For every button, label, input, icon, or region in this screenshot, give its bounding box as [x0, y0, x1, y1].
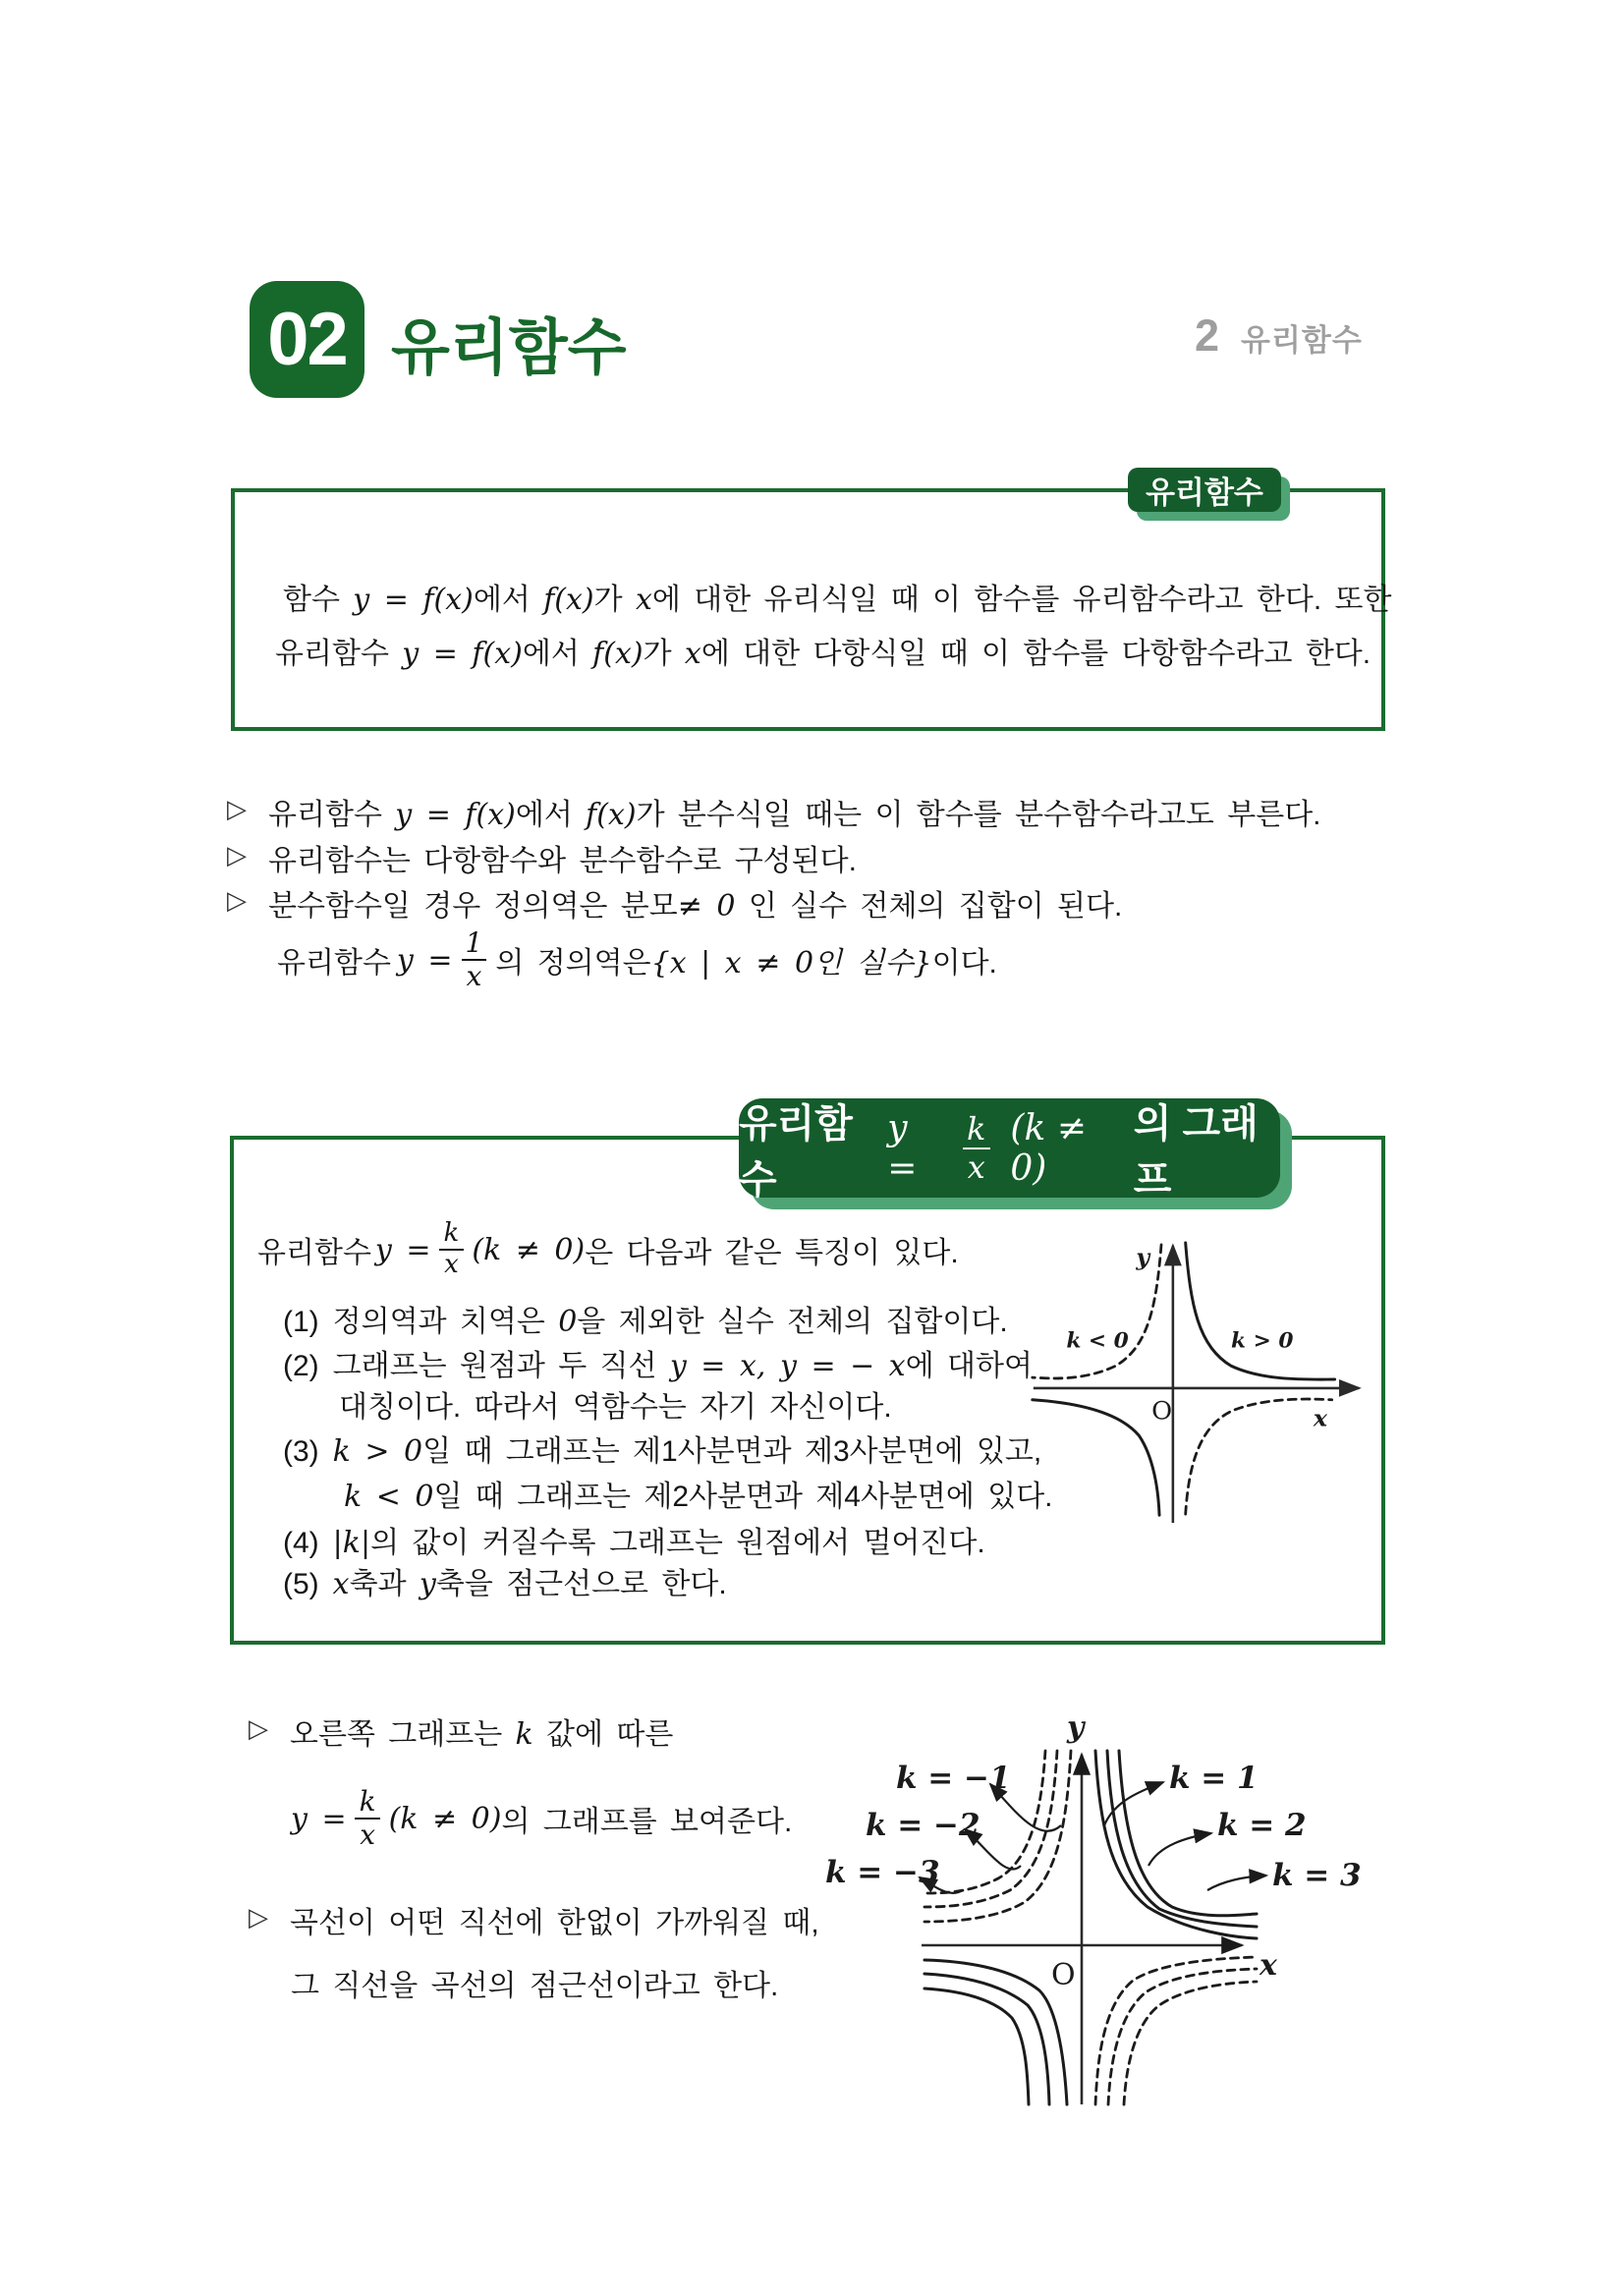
property-item-5: (5) x축과 y축을 점근선으로 한다.: [283, 1567, 727, 1601]
y-axis-label: y: [1067, 1710, 1085, 1745]
note-fractional-function: ▷ 유리함수 y = f(x)에서 f(x)가 분수식일 때는 이 함수를 분수함수라고도 부른다.: [227, 790, 1321, 833]
note-composition: ▷ 유리함수는 다항함수와 분수함수로 구성된다.: [227, 836, 857, 879]
note-asymptote-cont: 그 직선을 곡선의 점근선이라고 한다.: [291, 1970, 779, 2002]
k3-label: k = 3: [1272, 1858, 1362, 1893]
triangle-bullet-icon: ▷: [227, 794, 247, 823]
origin-label: O: [1151, 1396, 1173, 1427]
property-item-2: (2) 그래프는 원점과 두 직선 y = x, y = − x에 대하여: [283, 1349, 1033, 1383]
triangle-bullet-icon: ▷: [249, 1902, 268, 1932]
curve-k-negative-q4: [1186, 1399, 1332, 1514]
graph-properties-box-tab: 유리함수 y = $\frac{k}{x}$ (k ≠ 0) 의 그래프: [739, 1098, 1280, 1198]
property-item-4: (4) |k|의 값이 커질수록 그래프는 원점에서 멀어진다.: [283, 1526, 985, 1560]
note-right-graph-formula: y = $\frac{k}{x}$ (k ≠ 0) 의 그래프를 보여준다.: [291, 1784, 793, 1851]
curve-k3-q3: [924, 1988, 1029, 2104]
fraction-numerator: 1: [465, 925, 483, 959]
k-neg2-label: k = −2: [866, 1808, 980, 1843]
curve-k2-q3: [924, 1974, 1049, 2104]
curve-k-neg3-q4: [1124, 1982, 1257, 2104]
note-right-graph: ▷ 오른쪽 그래프는 k 값에 따른: [249, 1709, 673, 1753]
fraction-denominator: x: [462, 959, 487, 992]
definition-line-2: 유리함수 y = f(x)에서 f(x)가 x에 대한 다항식일 때 이 함수를 다항함수라고 한다.: [275, 637, 1372, 671]
property-item-1: (1) 정의역과 치역은 0을 제외한 실수 전체의 집합이다.: [283, 1305, 1008, 1339]
pointer-to-k3: [1207, 1876, 1266, 1890]
origin-label: O: [1051, 1958, 1076, 1992]
x-axis-label: x: [1313, 1404, 1328, 1432]
curve-k-neg2-q4: [1108, 1969, 1257, 2104]
k-negative-label: k < 0: [1066, 1328, 1129, 1354]
note-asymptote: ▷ 곡선이 어떤 직선에 한없이 가까워질 때,: [249, 1898, 819, 1941]
note-domain-example: 유리함수 y = $\frac{1}{x}$ 의 정의역은 {x | x ≠ 0인 실수} 이다.: [277, 925, 997, 992]
property-item-3-cont: k < 0일 때 그래프는 제2사분면과 제4사분면에 있다.: [344, 1480, 1053, 1514]
property-item-3: (3) k > 0일 때 그래프는 제1사분면과 제3사분면에 있고,: [283, 1434, 1042, 1469]
chapter-number-badge: 02: [250, 281, 364, 398]
page-title: 유리함수: [391, 314, 627, 382]
property-item-2-cont: 대칭이다. 따라서 역함수는 자기 자신이다.: [339, 1391, 892, 1424]
definition-box-tab: 유리함수: [1128, 468, 1281, 512]
curve-k1-q3: [924, 1960, 1067, 2104]
properties-intro: 유리함수 y = $\frac{k}{x}$ (k ≠ 0) 은 다음과 같은 특징이 있다.: [257, 1218, 959, 1279]
pointer-to-k2: [1148, 1833, 1211, 1866]
triangle-bullet-icon: ▷: [227, 885, 247, 915]
k-family-graph: [804, 1706, 1373, 2108]
definition-line-1: 함수 y = f(x)에서 f(x)가 x에 대한 유리식일 때 이 함수를 유리함수라고 한다. 또한: [283, 583, 1392, 617]
k-neg1-label: k = −1: [896, 1761, 1011, 1796]
k2-label: k = 2: [1217, 1808, 1307, 1843]
triangle-bullet-icon: ▷: [227, 840, 247, 869]
curve-k-positive-q3: [1033, 1400, 1159, 1515]
running-head: [1195, 310, 1363, 362]
definition-box: [231, 476, 1392, 731]
x-axis-label: x: [1260, 1948, 1277, 1983]
hyperbola-sign-graph: [1020, 1232, 1378, 1533]
curve-k-positive-q1: [1186, 1243, 1335, 1379]
k1-label: k = 1: [1169, 1761, 1259, 1796]
note-domain: ▷ 분수함수일 경우 정의역은 분모≠ 0 인 실수 전체의 집합이 된다.: [227, 881, 1122, 924]
running-head-number: 2: [1195, 310, 1220, 361]
k-neg3-label: k = −3: [825, 1855, 940, 1890]
k-positive-label: k > 0: [1231, 1328, 1294, 1354]
running-head-title: 유리함수: [1241, 323, 1363, 358]
y-axis-label: y: [1136, 1243, 1150, 1271]
triangle-bullet-icon: ▷: [249, 1713, 268, 1743]
